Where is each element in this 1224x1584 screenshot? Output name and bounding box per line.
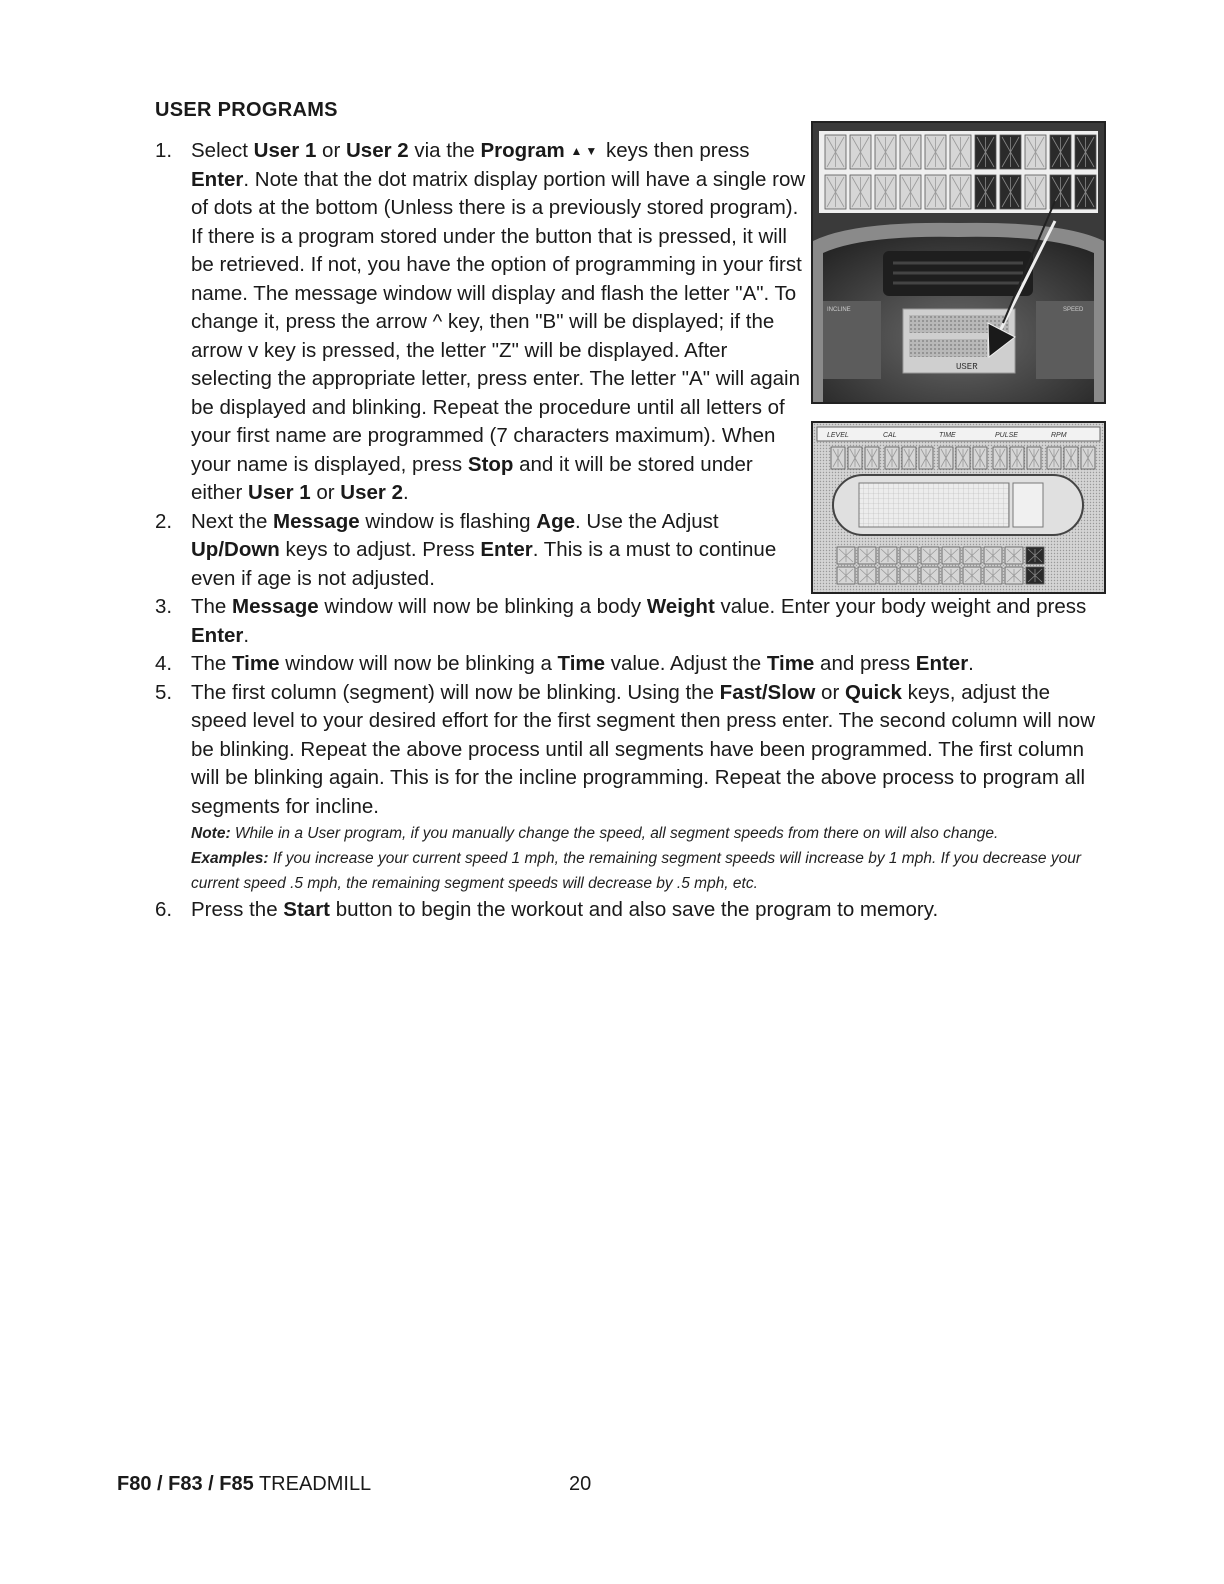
step-text: The first column (segment) will now be blinking. Using the Fast/Slow or Quick keys, adjust the speed level to your desired effort for the first segment then press enter. The second column will now be blinking. Repeat the above process until all segments have been programmed. The first column will be blinking again. This is for the incline programming. Repeat the above process to program all segments for incline. (191, 680, 1096, 818)
console-display-figure (811, 121, 1106, 404)
step-number: 4. (155, 652, 173, 675)
step-text: Press the Start button to begin the workout and also save the program to memory. (191, 898, 939, 921)
step-2 (155, 508, 806, 594)
examples-text: If you increase your current speed 1 mph, the remaining segment speeds will increase by 1 mph. If you decrease your current speed .5 mph, the remaining segment speeds will decrease by .5 mph, etc. (191, 850, 1082, 892)
examples-paragraph (191, 846, 1105, 896)
footer-models: F80 / F83 / F85 (117, 1473, 254, 1495)
lcd-label-time: TIME (939, 432, 956, 439)
note-text: While in a User program, if you manually change the speed, all segment speeds from there on will also change. (234, 825, 999, 842)
step-number: 6. (155, 898, 173, 921)
step-text: Select User 1 or User 2 via the Program ▲▼ keys then press Enter. Note that the dot matrix display portion will have a single row of dots at the bottom (Unless there is a previously stored program). If there is a program stored under the button that is pressed, it will be retrieved. If not, you have the option of programming in your first name. The message window will display and flash the letter "A". To change it, press the arrow ^ key, then "B" will be displayed; if the arrow v key is pressed, the letter "Z" will be displayed. After selecting the appropriate letter, press enter. The letter "A" will again be displayed and blinking. Repeat the procedure until all letters of your first name are programmed (7 characters maximum). When your name is displayed, press Stop and it will be stored under either User 1 or User 2. (191, 139, 806, 504)
note-label: Note: (191, 825, 231, 842)
lcd-illustration (813, 423, 1104, 592)
step-number: 2. (155, 509, 173, 533)
lcd-label-rpm: RPM (1051, 432, 1067, 439)
mini-display-text: USER (956, 362, 978, 372)
step-text: Next the Message window is flashing Age. Use the Adjust Up/Down keys to adjust. Press Enter. This is a must to continue even if age is not adjusted. (191, 509, 777, 590)
console-illustration (813, 123, 1104, 402)
speed-label: SPEED (1063, 307, 1084, 313)
step-number: 3. (155, 595, 173, 618)
lcd-digit-row (831, 447, 1095, 469)
page-number: 20 (569, 1473, 592, 1495)
step-6 (155, 896, 1105, 925)
step-number: 1. (155, 139, 173, 162)
footer-product: TREADMILL (258, 1473, 372, 1495)
examples-label: Examples: (191, 850, 269, 867)
step-5 (155, 679, 1105, 897)
section-heading: USER PROGRAMS (155, 99, 338, 121)
lcd-panel-figure (811, 421, 1106, 594)
lcd-label-cal: CAL (883, 432, 897, 439)
step-number: 5. (155, 680, 173, 704)
step-4 (155, 650, 1105, 679)
lcd-label-pulse: PULSE (995, 432, 1018, 439)
footer-model (117, 1473, 371, 1496)
lcd-label-level: LEVEL (827, 432, 849, 439)
step-1 (155, 137, 806, 508)
incline-label: INCLINE (827, 307, 851, 313)
step-3 (155, 593, 1105, 650)
note-paragraph (191, 821, 1105, 846)
step-text: The Message window will now be blinking a body Weight value. Enter your body weight and press Enter. (191, 595, 1087, 647)
step-text: The Time window will now be blinking a Time value. Adjust the Time and press Enter. (191, 652, 974, 675)
